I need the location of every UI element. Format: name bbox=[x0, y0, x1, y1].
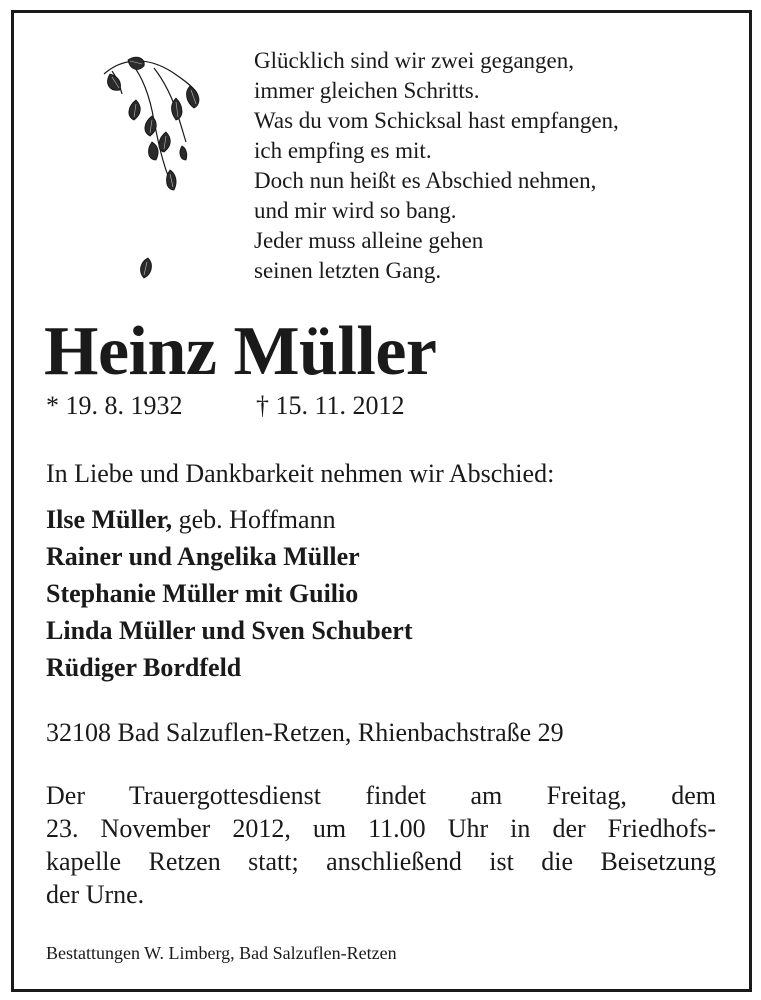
poem-line: Glücklich sind wir zwei gegangen, bbox=[254, 48, 574, 73]
poem-line: immer gleichen Schritts. bbox=[254, 78, 480, 103]
poem-line: und mir wird so bang. bbox=[254, 198, 457, 223]
death-date: † 15. 11. 2012 bbox=[256, 391, 405, 420]
mourner-name: Stephanie Müller mit Guilio bbox=[46, 579, 359, 608]
poem-line: Jeder muss alleine gehen bbox=[254, 228, 484, 253]
service-line: der Urne. bbox=[46, 880, 145, 909]
service-notice bbox=[46, 779, 716, 911]
birth-date: * 19. 8. 1932 bbox=[46, 391, 183, 420]
birch-leaves-icon bbox=[92, 46, 222, 296]
poem-line: Was du vom Schicksal hast empfangen, bbox=[254, 108, 619, 133]
mourner-line bbox=[46, 575, 413, 612]
funeral-home: Bestattungen W. Limberg, Bad Salzuflen-Retzen bbox=[46, 943, 397, 963]
farewell-intro: In Liebe und Dankbarkeit nehmen wir Abschied: bbox=[46, 459, 555, 488]
family-address: 32108 Bad Salzuflen-Retzen, Rhienbachstraße 29 bbox=[46, 718, 564, 747]
poem-line: ich empfing es mit. bbox=[254, 138, 432, 163]
service-line: kapelle Retzen statt; anschließend ist die Beisetzung bbox=[46, 847, 716, 876]
mourner-line bbox=[46, 649, 413, 686]
mourner-name: Linda Müller und Sven Schubert bbox=[46, 616, 413, 645]
service-line: Der Trauergottesdienst findet am Freitag, dem bbox=[46, 781, 716, 810]
mourner-line bbox=[46, 612, 413, 649]
mourners-list bbox=[46, 501, 413, 686]
mourner-name: Rüdiger Bordfeld bbox=[46, 653, 242, 682]
deceased-name: Heinz Müller bbox=[44, 313, 437, 390]
mourner-line bbox=[46, 538, 413, 575]
mourner-name: Rainer und Angelika Müller bbox=[46, 542, 360, 571]
service-line: 23. November 2012, um 11.00 Uhr in der Friedhofs- bbox=[46, 814, 716, 843]
mourner-name: Ilse Müller, bbox=[46, 505, 173, 534]
poem-line: seinen letzten Gang. bbox=[254, 258, 442, 283]
mourner-maiden-name: geb. Hoffmann bbox=[172, 505, 336, 534]
life-dates bbox=[46, 390, 405, 422]
poem bbox=[254, 46, 734, 286]
mourner-line bbox=[46, 501, 413, 538]
poem-line: Doch nun heißt es Abschied nehmen, bbox=[254, 168, 597, 193]
